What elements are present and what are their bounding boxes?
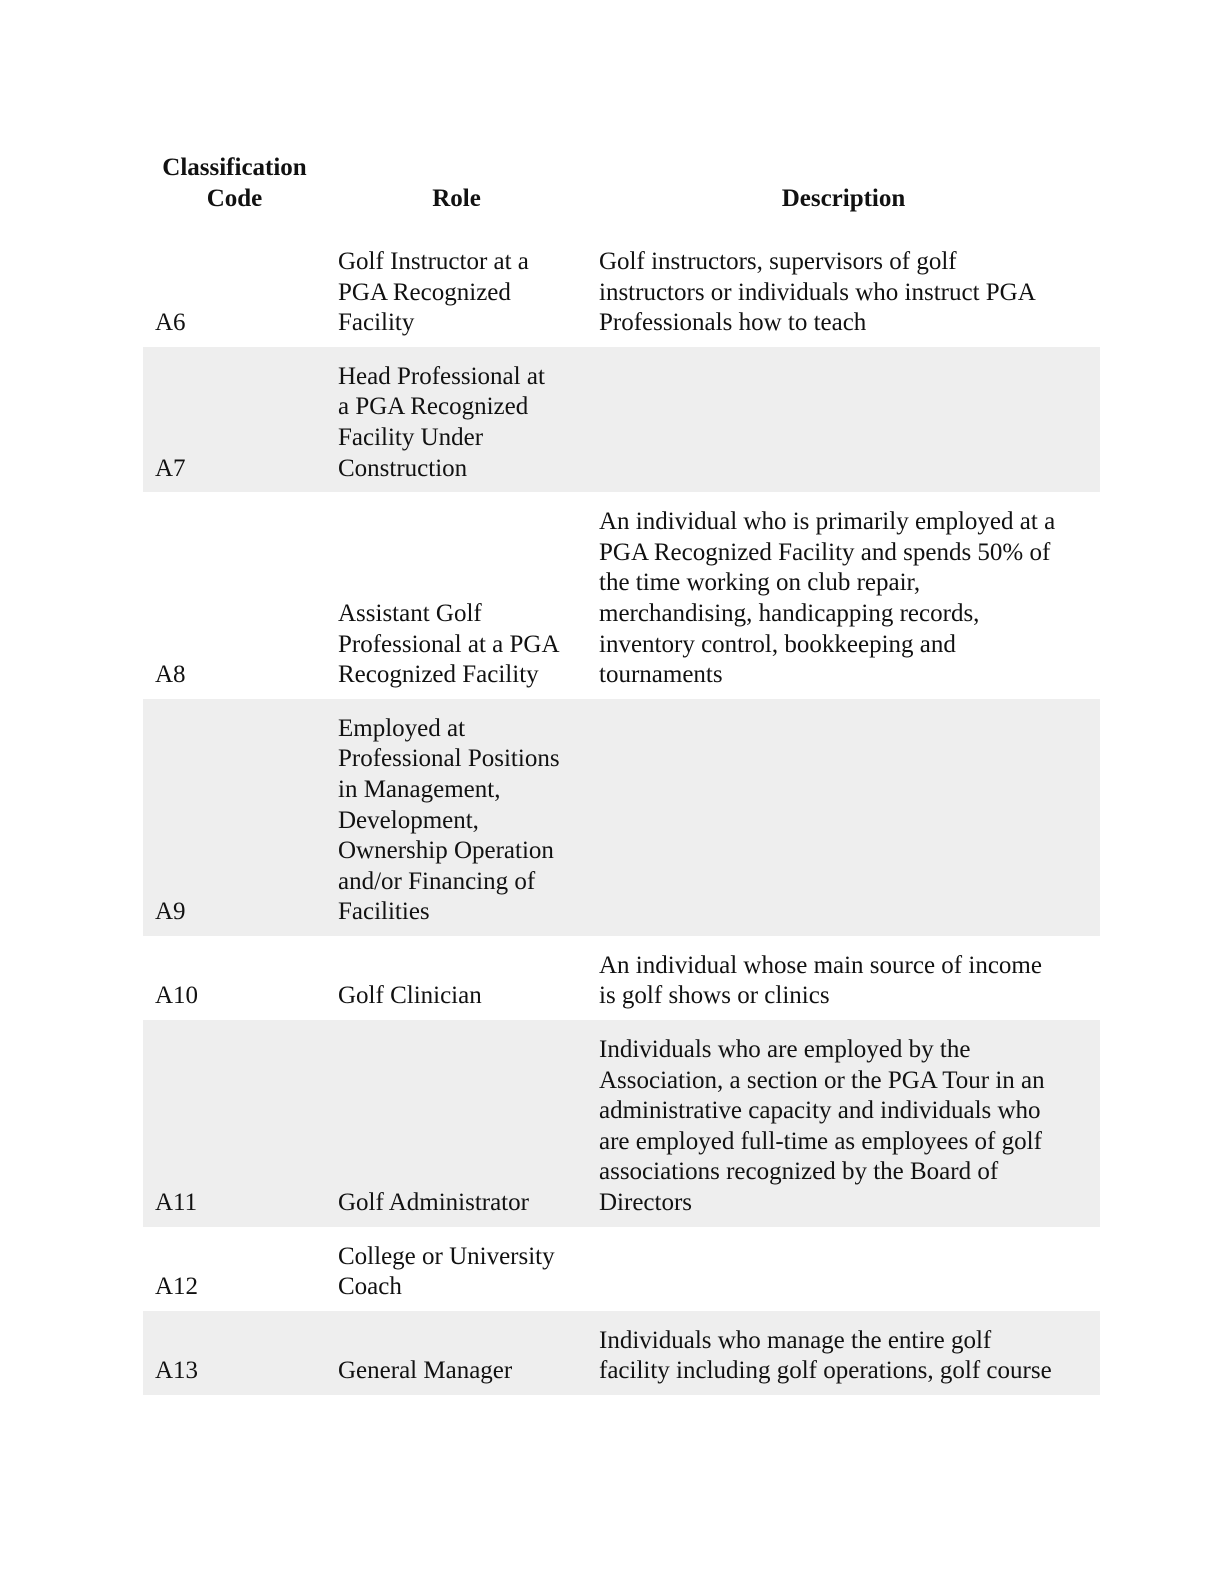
cell-description: Individuals who manage the entire golf facility including golf operations, golf course — [587, 1311, 1100, 1395]
cell-code: A13 — [143, 1311, 326, 1395]
classification-table — [143, 152, 1100, 1395]
cell-code: A9 — [143, 699, 326, 936]
cell-role: Head Professional at a PGA Recognized Facility Under Construction — [326, 347, 587, 492]
table-row — [143, 699, 1100, 936]
cell-role: Assistant Golf Professional at a PGA Recognized Facility — [338, 599, 560, 689]
table-header-row — [143, 152, 1100, 232]
cell-description: An individual whose main source of income is golf shows or clinics — [599, 951, 1042, 1010]
cell-description — [587, 1227, 1100, 1311]
cell-code: A10 — [155, 982, 199, 1010]
cell-description — [587, 347, 1100, 492]
cell-role: Golf Instructor at a PGA Recognized Facility — [338, 248, 529, 337]
cell-description — [587, 699, 1100, 936]
table-row — [143, 232, 1100, 347]
header-description — [587, 152, 1100, 232]
cell-role: College or University Coach — [338, 1242, 555, 1301]
header-classification-code-text: Classification Code — [162, 154, 307, 212]
cell-code: A11 — [143, 1020, 326, 1227]
cell-role: General Manager — [326, 1311, 587, 1395]
cell-description: Golf instructors, supervisors of golf instructors or individuals who instruct PGA Professionals how to teach — [599, 248, 1036, 337]
table-row — [143, 1227, 1100, 1311]
header-role-text: Role — [432, 185, 481, 212]
table-row — [143, 1311, 1100, 1395]
table-row — [143, 347, 1100, 492]
cell-role: Golf Clinician — [338, 982, 482, 1010]
header-description-text: Description — [781, 185, 906, 212]
cell-role: Golf Administrator — [326, 1020, 587, 1227]
cell-code: A8 — [155, 661, 186, 689]
cell-description: An individual who is primarily employed at a PGA Recognized Facility and spends 50% of the time working on club repair, merchandising, handicapping records, inventory control, bookkeeping and tournaments — [599, 508, 1056, 689]
header-role — [326, 152, 587, 232]
table-row — [143, 492, 1100, 699]
cell-code: A12 — [155, 1273, 199, 1301]
table-row — [143, 936, 1100, 1020]
cell-code: A6 — [155, 309, 186, 337]
cell-code: A7 — [143, 347, 326, 492]
header-classification-code — [143, 152, 326, 232]
cell-description: Individuals who are employed by the Association, a section or the PGA Tour in an administrative capacity and individuals who are employed full-time as employees of golf associations recognized by the Board of Directors — [587, 1020, 1100, 1227]
table-row — [143, 1020, 1100, 1227]
cell-role: Employed at Professional Positions in Management, Development, Ownership Operation and/or Financing of Facilities — [326, 699, 587, 936]
